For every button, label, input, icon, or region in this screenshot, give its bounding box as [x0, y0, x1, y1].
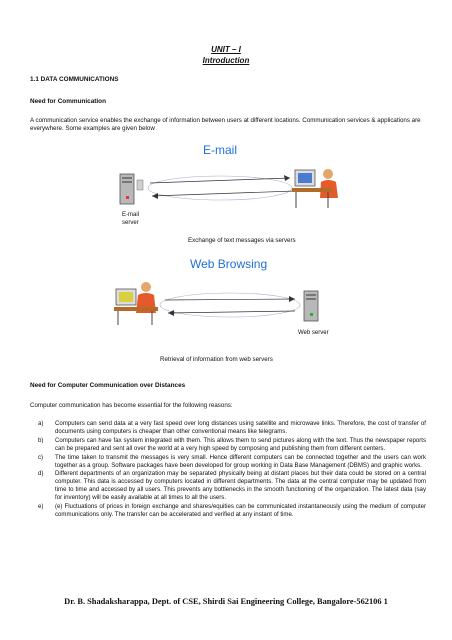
unit-heading: UNIT – I	[211, 45, 241, 54]
list-item-label: e)	[38, 503, 44, 511]
subheading-need-for-communication: Need for Communication	[30, 98, 106, 105]
intro-paragraph: A communication service enables the exchange of information between users at different locations. Communication services & applications are everywhere. Some examples are given below	[30, 117, 421, 133]
list-item-label: c)	[38, 453, 44, 461]
web-figure-caption: Retrieval of information from web servers	[160, 356, 273, 363]
list-item-text: Different departments of an organization may be separated physically being at distant places but their data could be stored on a central computer. This data is accessed by computers located in different departments. The data at the central computer may be updated from time to time and accessed by all users. This prevents any bottlenecks in the smooth functioning of the organization. The latest data (say for inventory) will be easily available at all times to all the users.	[55, 470, 426, 502]
section-heading: 1.1 DATA COMMUNICATIONS	[30, 76, 119, 83]
web-figure-title: Web Browsing	[190, 257, 268, 271]
reasons-intro: Computer communication has become essential for the following reasons:	[30, 402, 233, 409]
web-figure	[110, 275, 350, 335]
unit-title: Introduction	[202, 56, 250, 65]
email-server-icon	[120, 174, 143, 204]
web-server-label: Web server	[298, 330, 329, 336]
email-figure-title: E-mail	[203, 143, 238, 157]
subheading-computer-communication: Need for Computer Communication over Distances	[30, 382, 186, 389]
user-workstation-icon	[292, 169, 338, 208]
list-item	[30, 470, 426, 502]
list-item-text: Computers can send data at a very fast speed over long distances using satellite and microwave links. Therefore, the cost of transfer of documents using computers is cheaper than other conventional means like telegrams.	[55, 420, 426, 435]
list-item-label: a)	[38, 420, 44, 427]
web-server-icon	[304, 291, 318, 321]
browser-user-icon	[114, 282, 158, 325]
list-item	[30, 437, 426, 453]
list-item-text: Computers can have fax system integrated with them. This allows them to send pictures along with the text. Thus the newspaper reports can be prepared and sent all over the world at a very high speed by composing and publishing them from different centers.	[55, 436, 426, 452]
list-item-text: (e) Fluctuations of prices in foreign exchange and shares/equities can be communicated instantaneously using the medium of computer communications only. The transfer can be accelerated and verified at any instant of time.	[55, 503, 426, 518]
email-figure-caption: Exchange of text messages via servers	[188, 237, 296, 244]
list-item	[30, 454, 426, 470]
email-server-label: E-mail server	[122, 212, 140, 226]
list-item-label: d)	[38, 470, 44, 478]
list-item-label: b)	[38, 436, 44, 444]
list-item	[30, 503, 426, 519]
reasons-list	[30, 420, 426, 520]
list-item-text: The time taken to transmit the messages is very small. Hence different computers can be connected together and the users can work together as a group. Software packages have been developed for group working in Data Base Management (DBMS) and graphic works.	[55, 453, 426, 469]
list-item	[30, 420, 426, 436]
page-footer: Dr. B. Shadaksharappa, Dept. of CSE, Shirdi Sai Engineering College, Bangalore-562106 1	[64, 597, 388, 606]
